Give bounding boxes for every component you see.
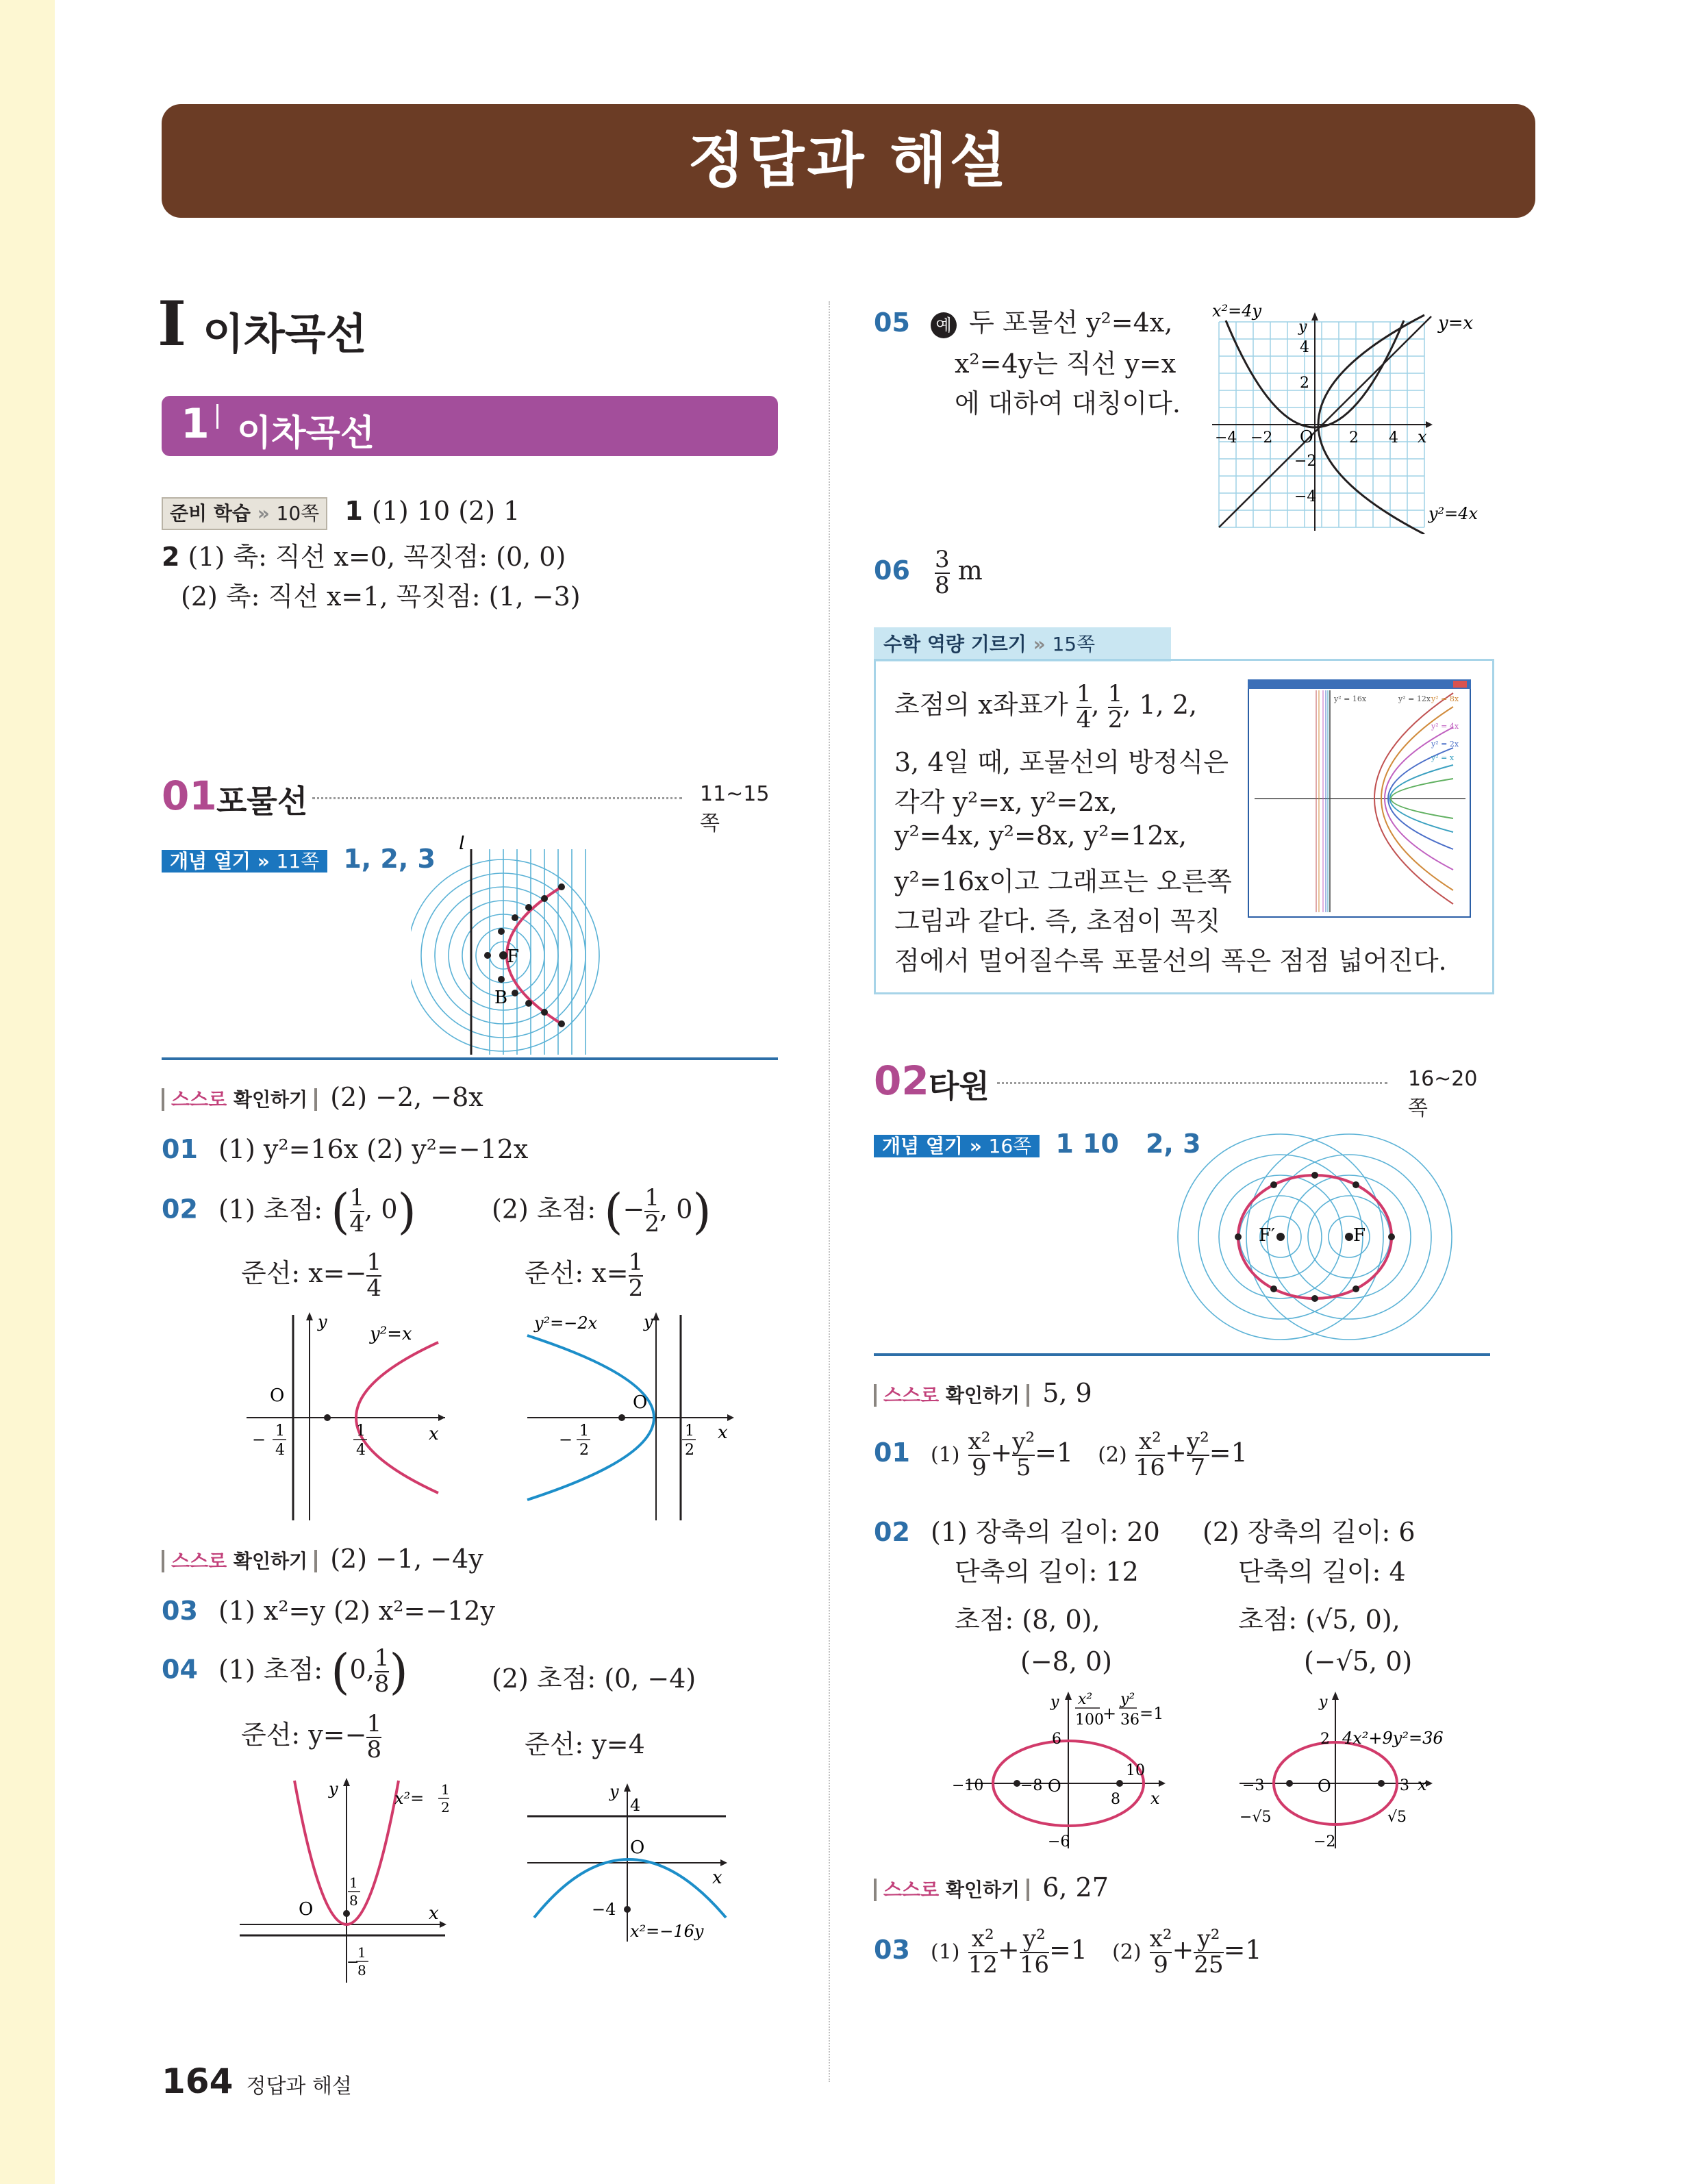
answer-05-line1: 두 포물선 y²=4x, bbox=[969, 307, 1173, 338]
frac-den: 5 bbox=[1012, 1455, 1035, 1481]
paren-open: ( bbox=[604, 1183, 623, 1240]
self-check-1 bbox=[162, 1082, 483, 1116]
section-02-title: 타원 bbox=[929, 1068, 990, 1105]
paren-open: ( bbox=[331, 1183, 350, 1240]
frac-num: x² bbox=[1139, 1428, 1161, 1455]
parabola-construction-figure bbox=[397, 836, 616, 1055]
frac-num: 1 bbox=[366, 1248, 382, 1276]
svg-text:4: 4 bbox=[1300, 339, 1309, 356]
svg-text:−√5: −√5 bbox=[1239, 1809, 1272, 1826]
ellipse-answer-01-row: 01 (1) $\frac{\text{x²}}{9}$ + $\frac{\text{y²}}{5}$ =1 (2) $\frac{\text{x²}}{16}$ + $\frac{\text{y²}}{7}$ =1 bbox=[874, 1428, 1248, 1481]
section-01-leader-dots bbox=[312, 797, 682, 799]
svg-text:F: F bbox=[1353, 1225, 1366, 1246]
answer-04-number: 04 bbox=[162, 1654, 198, 1685]
graph-x2-eq-minus-16y bbox=[520, 1781, 740, 1945]
self-check-1-answer: (2) −2, −8x bbox=[330, 1082, 483, 1112]
svg-text:=1: =1 bbox=[1140, 1704, 1164, 1723]
svg-text:O: O bbox=[1048, 1777, 1061, 1796]
self-check-2 bbox=[162, 1544, 483, 1577]
svg-text:+: + bbox=[1103, 1704, 1117, 1723]
svg-text:1: 1 bbox=[349, 1874, 358, 1891]
svg-text:x: x bbox=[1418, 1775, 1427, 1794]
answer-02-2-row bbox=[492, 1183, 712, 1240]
ellipse-02-2-focus: 초점: (√5, 0), bbox=[1238, 1605, 1400, 1635]
svg-text:2: 2 bbox=[1349, 429, 1359, 447]
comp-line-3: 각각 y²=x, y²=2x, bbox=[894, 787, 1118, 817]
eq4-y-frac bbox=[1194, 1927, 1223, 1977]
comp-line-1-text: , 1, 2, bbox=[1122, 690, 1198, 720]
frac-num: 1 bbox=[366, 1710, 382, 1737]
section-01-number: 01 bbox=[162, 773, 217, 819]
ellipse-answer-02-row bbox=[874, 1511, 1160, 1548]
directrix-prefix: 준선: y=− bbox=[241, 1720, 367, 1750]
self-check-label-b: 확인하기 bbox=[945, 1384, 1020, 1407]
svg-text:−2: −2 bbox=[1313, 1833, 1336, 1850]
comp-line-6: 그림과 같다. 즉, 초점이 꼭짓 bbox=[894, 906, 1221, 936]
frac-num: 1 bbox=[628, 1248, 644, 1276]
ellipse-02-2-minor: 단축의 길이: 4 bbox=[1238, 1557, 1406, 1587]
svg-text:6: 6 bbox=[1052, 1731, 1061, 1748]
svg-text:−4: −4 bbox=[592, 1900, 616, 1919]
comp-separator: , bbox=[1091, 690, 1100, 720]
svg-text:y² = x: y² = x bbox=[1431, 753, 1455, 762]
paren-close: ) bbox=[397, 1183, 416, 1240]
graph-y2-eq-minus-2x bbox=[520, 1308, 746, 1527]
svg-text:x²=: x²= bbox=[394, 1789, 425, 1808]
svg-text:y²: y² bbox=[1120, 1691, 1135, 1708]
answer-05-row bbox=[874, 301, 1172, 339]
directrix-prefix: 준선: x=− bbox=[241, 1258, 367, 1289]
svg-text:y²=4x: y²=4x bbox=[1429, 504, 1478, 523]
svg-text:1: 1 bbox=[275, 1422, 285, 1440]
concept-open-answer-2: 2, 3 bbox=[1145, 1129, 1201, 1159]
concept-open-label: 개념 열기 bbox=[882, 1135, 963, 1157]
chapter-divider bbox=[216, 404, 218, 429]
directrix-frac bbox=[366, 1248, 382, 1302]
svg-text:8: 8 bbox=[357, 1962, 366, 1979]
frac-den: 12 bbox=[968, 1950, 998, 1979]
svg-text:3: 3 bbox=[1400, 1777, 1409, 1794]
svg-text:100: 100 bbox=[1075, 1711, 1104, 1729]
frac-den: 2 bbox=[628, 1274, 644, 1302]
frac-num: x² bbox=[971, 1925, 994, 1953]
svg-text:10: 10 bbox=[1126, 1762, 1145, 1779]
page-margin-strip bbox=[0, 0, 55, 2184]
prep-row-2 bbox=[162, 536, 566, 573]
column-divider bbox=[829, 301, 830, 2082]
answer-04-2-directrix: 준선: y=4 bbox=[525, 1729, 645, 1759]
directrix-frac bbox=[366, 1712, 381, 1762]
svg-text:O: O bbox=[630, 1837, 645, 1858]
answer-01-text: (1) y²=16x (2) y²=−12x bbox=[218, 1134, 529, 1164]
frac-num: 1 bbox=[1107, 680, 1123, 707]
svg-text:O: O bbox=[633, 1392, 648, 1413]
frac-num: 1 bbox=[644, 1184, 660, 1212]
self-check-label-b: 확인하기 bbox=[233, 1088, 308, 1111]
paren-close: ) bbox=[389, 1644, 408, 1700]
footer bbox=[162, 2061, 352, 2101]
svg-text:1: 1 bbox=[685, 1422, 694, 1440]
answer-01-row bbox=[162, 1134, 528, 1164]
comp-line-2: 3, 4일 때, 포물선의 방정식은 bbox=[894, 747, 1229, 777]
self-check-4-tag bbox=[874, 1879, 1029, 1901]
svg-text:y: y bbox=[329, 1779, 338, 1798]
ellipse-02-1-minor: 단축의 길이: 12 bbox=[955, 1557, 1139, 1587]
answer-06-unit: m bbox=[957, 555, 983, 586]
svg-text:2: 2 bbox=[1320, 1731, 1330, 1748]
comp-line-0-text: 초점의 x좌표가 bbox=[894, 690, 1068, 720]
frac-num: y² bbox=[1186, 1428, 1209, 1455]
svg-text:−: − bbox=[252, 1430, 266, 1449]
frac-den: 4 bbox=[349, 1210, 365, 1238]
svg-text:−: − bbox=[559, 1430, 573, 1449]
self-check-label-a: 스스로 bbox=[171, 1550, 227, 1572]
svg-text:y²=−2x: y²=−2x bbox=[534, 1314, 598, 1333]
comp-frac-2 bbox=[1108, 682, 1123, 732]
frac-den: 9 bbox=[968, 1455, 991, 1481]
answer-04-1-prefix: (1) 초점: bbox=[218, 1654, 323, 1685]
concept-open-label: 개념 열기 bbox=[170, 850, 251, 873]
concept-open-tag: 개념 열기 » 11쪽 bbox=[162, 850, 327, 873]
self-check-label-b: 확인하기 bbox=[945, 1879, 1020, 1901]
frac-den: 4 bbox=[1076, 705, 1092, 733]
svg-text:y²=x: y²=x bbox=[370, 1324, 412, 1344]
paren-open: ( bbox=[331, 1644, 350, 1700]
ellipse-02-2-focus2: (−√5, 0) bbox=[1304, 1646, 1413, 1677]
svg-text:1: 1 bbox=[579, 1422, 589, 1440]
answer-02-row bbox=[162, 1183, 416, 1240]
answer-04-1-focus-frac bbox=[375, 1646, 390, 1696]
svg-text:−2: −2 bbox=[1294, 453, 1317, 470]
self-check-3 bbox=[874, 1378, 1092, 1411]
answer-05-number: 05 bbox=[874, 307, 910, 338]
part-1-label: (1) bbox=[930, 1443, 960, 1468]
unit-title: 이차곡선 bbox=[203, 309, 367, 359]
answer-05-line3: 에 대하여 대칭이다. bbox=[955, 388, 1181, 418]
ellipse-02-1-focus: 초점: (8, 0), bbox=[955, 1605, 1100, 1635]
svg-text:36: 36 bbox=[1120, 1711, 1140, 1729]
svg-text:x: x bbox=[718, 1422, 728, 1443]
graph-ellipse-4x2-9y2 bbox=[1233, 1687, 1479, 1852]
svg-text:x: x bbox=[429, 1903, 439, 1924]
answer-04-2-focus: (2) 초점: (0, −4) bbox=[492, 1664, 696, 1694]
svg-text:O: O bbox=[299, 1899, 314, 1920]
svg-text:O: O bbox=[270, 1385, 285, 1406]
ellipse-02-2-major: (2) 장축의 길이: 6 bbox=[1203, 1517, 1415, 1547]
answer-06-row bbox=[874, 548, 983, 598]
self-check-3-tag bbox=[874, 1384, 1029, 1407]
answer-03-row bbox=[162, 1596, 495, 1626]
svg-text:y: y bbox=[1050, 1694, 1059, 1711]
concept-open-tag-2: 개념 열기 » 16쪽 bbox=[874, 1135, 1040, 1157]
svg-text:O: O bbox=[1300, 427, 1313, 447]
answer-03-number: 03 bbox=[162, 1596, 198, 1626]
frac-num: y² bbox=[1022, 1925, 1046, 1953]
directrix-label: l bbox=[459, 836, 465, 854]
svg-text:x: x bbox=[1150, 1789, 1160, 1808]
self-check-2-answer: (2) −1, −4y bbox=[330, 1544, 483, 1574]
svg-text:y: y bbox=[1319, 1694, 1328, 1711]
ellipse-answer-03-row: 03 (1) $\frac{\text{x²}}{12}$ + $\frac{\text{y²}}{16}$ =1 (2) $\frac{\text{x²}}{9}$ + $\frac{\text{y²}}{25}$ =1 bbox=[874, 1925, 1262, 1979]
answer-05-line2: x²=4y는 직선 y=x bbox=[955, 349, 1176, 379]
self-check-3-answer: 5, 9 bbox=[1042, 1378, 1092, 1408]
eq3-y-frac bbox=[1020, 1927, 1049, 1977]
answer-02-number: 02 bbox=[162, 1194, 198, 1225]
eq3-x-frac bbox=[968, 1927, 998, 1977]
svg-text:O: O bbox=[1318, 1777, 1331, 1796]
competency-tag: 수학 역량 기르기 » 15쪽 bbox=[874, 627, 1171, 662]
frac-den: 2 bbox=[644, 1210, 660, 1238]
comp-frac-1 bbox=[1077, 682, 1092, 732]
graph-y2-eq-x bbox=[247, 1308, 452, 1527]
svg-text:−: − bbox=[347, 1954, 360, 1971]
frac-num: y² bbox=[1012, 1428, 1035, 1455]
frac-num: 1 bbox=[349, 1184, 365, 1212]
eq2-y-frac bbox=[1187, 1430, 1209, 1480]
answer-01-number: 01 bbox=[162, 1134, 198, 1164]
svg-text:y: y bbox=[609, 1782, 619, 1801]
graph-ellipse-100-36 bbox=[952, 1687, 1198, 1852]
answer-02-1-prefix: (1) 초점: bbox=[218, 1194, 323, 1225]
frac-den: 8 bbox=[934, 571, 950, 599]
frac-num: x² bbox=[968, 1428, 991, 1455]
chapter-bar bbox=[162, 396, 778, 456]
svg-text:−10: −10 bbox=[952, 1777, 984, 1794]
frac-den: 8 bbox=[374, 1670, 390, 1698]
svg-text:2: 2 bbox=[441, 1799, 450, 1816]
frac-num: x² bbox=[1149, 1925, 1172, 1953]
self-check-label-b: 확인하기 bbox=[233, 1550, 308, 1572]
svg-text:x²=4y: x²=4y bbox=[1212, 301, 1262, 321]
frac-den: 2 bbox=[1107, 705, 1123, 733]
prep-q2-line2: (2) 축: 직선 x=1, 꼭짓점: (1, −3) bbox=[181, 581, 581, 612]
directrix-prefix: 준선: x= bbox=[525, 1258, 629, 1289]
answer-02-2-directrix bbox=[525, 1248, 644, 1302]
example-badge: 예 bbox=[931, 312, 957, 338]
prep-tag: 준비 학습 » 10쪽 bbox=[162, 497, 327, 530]
self-check-2-tag bbox=[162, 1550, 317, 1572]
footer-label: 정답과 해설 bbox=[246, 2074, 352, 2098]
unit-roman-numeral: I bbox=[158, 288, 187, 360]
section-01-concept-row bbox=[162, 844, 436, 878]
ellipse-construction-figure bbox=[1171, 1127, 1459, 1346]
frac-den: 16 bbox=[1135, 1453, 1166, 1481]
section-01-pages: 11~15쪽 bbox=[700, 782, 770, 836]
part-2-label: (2) bbox=[1112, 1940, 1142, 1965]
answer-06-frac bbox=[935, 548, 950, 598]
paren-close: ) bbox=[692, 1183, 712, 1240]
answer-02-1-focus-frac bbox=[350, 1186, 365, 1236]
directrix-frac bbox=[628, 1248, 644, 1302]
svg-text:y: y bbox=[644, 1312, 653, 1331]
section-01-title: 포물선 bbox=[216, 783, 308, 820]
frac-num: 3 bbox=[934, 546, 950, 573]
answer-04-1-focus-pre: 0, bbox=[349, 1654, 375, 1685]
chapter-number: 1 bbox=[181, 400, 210, 448]
comp-line-5: y²=16x이고 그래프는 오른쪽 bbox=[894, 866, 1232, 896]
ellipse-answer-01-number: 01 bbox=[874, 1438, 910, 1468]
frac-num: 1 bbox=[374, 1644, 390, 1672]
chapter-title: 이차곡선 bbox=[237, 413, 375, 454]
svg-text:−4: −4 bbox=[1294, 488, 1317, 505]
svg-text:2: 2 bbox=[685, 1442, 694, 1459]
frac-den: 8 bbox=[366, 1735, 382, 1763]
svg-text:−6: −6 bbox=[1048, 1833, 1070, 1850]
svg-text:2: 2 bbox=[1300, 375, 1309, 392]
ellipse-02-1-major: (1) 장축의 길이: 20 bbox=[930, 1517, 1160, 1547]
svg-text:y² = 8x: y² = 8x bbox=[1431, 694, 1459, 703]
prep-q2-number: 2 bbox=[162, 542, 180, 572]
competency-tag-page: 15쪽 bbox=[1052, 633, 1096, 655]
svg-text:−3: −3 bbox=[1242, 1777, 1265, 1794]
prep-row-1 bbox=[162, 496, 520, 530]
svg-text:8: 8 bbox=[1111, 1791, 1120, 1808]
self-check-1-tag bbox=[162, 1088, 317, 1111]
part-2-label: (2) bbox=[1098, 1443, 1127, 1468]
answer-02-2-focus-rest: , 0 bbox=[659, 1194, 693, 1225]
prep-tag-page: 10쪽 bbox=[276, 502, 320, 525]
eq2-x-frac bbox=[1135, 1430, 1165, 1480]
svg-text:1: 1 bbox=[441, 1781, 450, 1798]
svg-text:2: 2 bbox=[579, 1442, 589, 1459]
page-title: 정답과 해설 bbox=[688, 127, 1009, 195]
section-02-concept-row bbox=[874, 1129, 1201, 1163]
ellipse-answer-02-number: 02 bbox=[874, 1517, 910, 1547]
frac-den: 16 bbox=[1019, 1950, 1049, 1979]
svg-text:4: 4 bbox=[1389, 429, 1398, 447]
section-02-divider bbox=[874, 1353, 1490, 1356]
graph-x2-eq-half-y bbox=[240, 1774, 459, 1986]
section-02-heading bbox=[874, 1057, 1490, 1120]
prep-tag-label: 준비 학습 bbox=[170, 502, 251, 525]
concept-open-answer-1: 1 10 bbox=[1055, 1129, 1119, 1159]
eq4-x-frac bbox=[1150, 1927, 1172, 1977]
svg-text:x: x bbox=[1418, 427, 1427, 447]
answer-06-number: 06 bbox=[874, 555, 910, 586]
frac-num: 1 bbox=[1076, 680, 1092, 707]
comp-line-7: 점에서 멀어질수록 포물선의 폭은 점점 넓어진다. bbox=[894, 946, 1447, 976]
svg-text:y=x: y=x bbox=[1438, 313, 1474, 334]
eq1-x-frac bbox=[968, 1430, 991, 1480]
competency-tag-label: 수학 역량 기르기 bbox=[883, 633, 1027, 655]
svg-text:√5: √5 bbox=[1387, 1809, 1407, 1826]
svg-text:y: y bbox=[1298, 318, 1307, 336]
frac-den: 7 bbox=[1187, 1455, 1209, 1481]
comp-line-0 bbox=[894, 682, 1197, 732]
concept-open-answer: 1, 2, 3 bbox=[343, 844, 436, 874]
self-check-4-answer: 6, 27 bbox=[1042, 1872, 1109, 1903]
answer-03-text: (1) x²=y (2) x²=−12y bbox=[218, 1596, 496, 1626]
svg-text:8: 8 bbox=[349, 1892, 358, 1909]
comp-line-4: y²=4x, y²=8x, y²=12x, bbox=[894, 820, 1187, 851]
answer-02-2-prefix: (2) 초점: bbox=[492, 1194, 596, 1225]
concept-open-page: 11쪽 bbox=[276, 850, 320, 873]
answer-02-2-focus-frac bbox=[644, 1186, 659, 1236]
svg-text:−4: −4 bbox=[1215, 429, 1237, 447]
concept-open-page: 16쪽 bbox=[988, 1135, 1032, 1157]
svg-text:4x²+9y²=36: 4x²+9y²=36 bbox=[1342, 1729, 1444, 1748]
section-02-number: 02 bbox=[874, 1057, 929, 1104]
point-b-label: B bbox=[494, 988, 508, 1008]
unit-heading bbox=[158, 288, 568, 363]
svg-text:x: x bbox=[712, 1868, 722, 1888]
svg-text:4: 4 bbox=[630, 1796, 641, 1815]
minus-sign: − bbox=[622, 1194, 645, 1225]
self-check-label-a: 스스로 bbox=[171, 1088, 227, 1111]
svg-text:y² = 2x: y² = 2x bbox=[1431, 740, 1459, 749]
part-1-label: (1) bbox=[930, 1940, 960, 1965]
frac-den: 4 bbox=[366, 1274, 382, 1302]
ellipse-answer-03-number: 03 bbox=[874, 1935, 910, 1966]
eq1-y-frac bbox=[1012, 1430, 1035, 1480]
graph-symmetric-parabolas bbox=[1212, 301, 1500, 534]
svg-text:−8: −8 bbox=[1020, 1777, 1043, 1794]
section-02-pages: 16~20쪽 bbox=[1408, 1067, 1478, 1120]
svg-text:1: 1 bbox=[357, 1944, 366, 1961]
svg-text:y: y bbox=[318, 1312, 327, 1331]
svg-text:x²=−16y: x²=−16y bbox=[630, 1922, 704, 1941]
svg-text:y² = 12x: y² = 12x bbox=[1398, 694, 1431, 703]
section-01-divider bbox=[162, 1057, 778, 1060]
svg-text:F′: F′ bbox=[1259, 1225, 1275, 1246]
answer-04-row bbox=[162, 1644, 408, 1700]
answer-04-1-directrix bbox=[241, 1712, 381, 1762]
prep-q2-line1: (1) 축: 직선 x=0, 꼭짓점: (0, 0) bbox=[188, 542, 566, 572]
section-02-leader-dots bbox=[997, 1082, 1387, 1084]
ellipse-02-1-focus2: (−8, 0) bbox=[1020, 1646, 1113, 1677]
software-graph-screenshot bbox=[1248, 679, 1471, 918]
svg-text:y² = 16x: y² = 16x bbox=[1334, 694, 1367, 703]
svg-text:y² = 4x: y² = 4x bbox=[1431, 722, 1459, 731]
svg-text:x: x bbox=[429, 1424, 439, 1444]
page-number: 164 bbox=[162, 2061, 234, 2101]
self-check-label-a: 스스로 bbox=[883, 1879, 940, 1901]
section-01-heading bbox=[162, 773, 778, 836]
svg-text:1: 1 bbox=[356, 1422, 366, 1440]
svg-text:−2: −2 bbox=[1250, 429, 1273, 447]
frac-den: 25 bbox=[1194, 1950, 1224, 1979]
frac-num: y² bbox=[1197, 1925, 1220, 1953]
prep-q1-answer: (1) 10 (2) 1 bbox=[371, 496, 520, 526]
svg-text:4: 4 bbox=[356, 1442, 366, 1459]
self-check-4 bbox=[874, 1872, 1109, 1906]
svg-text:x²: x² bbox=[1078, 1691, 1093, 1708]
answer-02-1-focus-rest: , 0 bbox=[364, 1194, 398, 1225]
focus-label: F bbox=[507, 946, 520, 967]
frac-den: 9 bbox=[1150, 1952, 1172, 1978]
answer-02-1-directrix bbox=[241, 1248, 382, 1302]
self-check-label-a: 스스로 bbox=[883, 1384, 940, 1407]
svg-text:4: 4 bbox=[275, 1442, 285, 1459]
prep-q1-number: 1 bbox=[344, 496, 363, 526]
